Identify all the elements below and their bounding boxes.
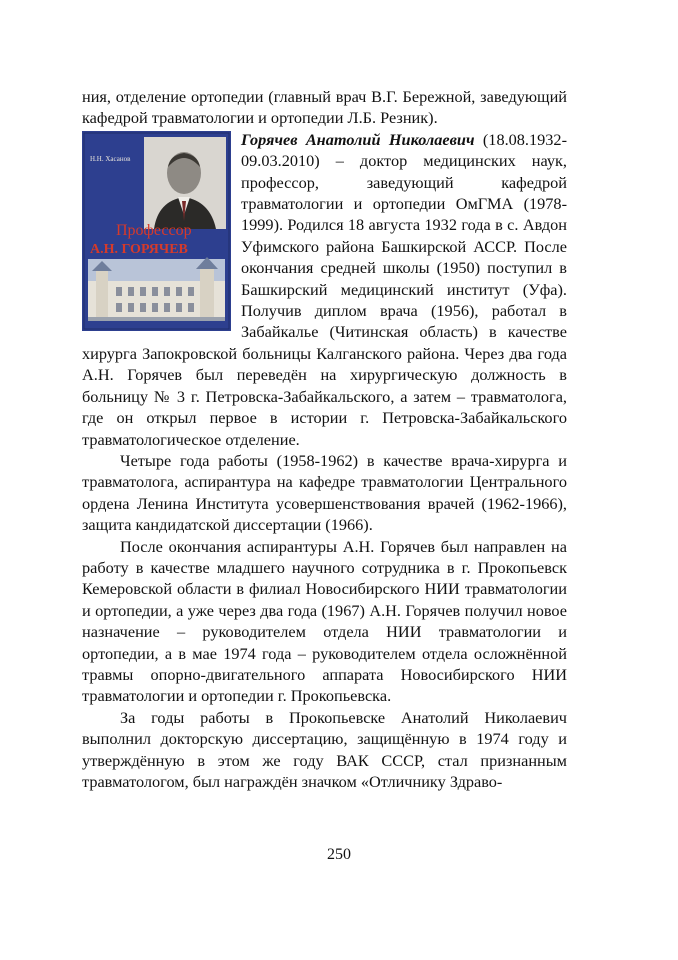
book-cover-graphic [82, 131, 231, 331]
paragraph-doctoral: За годы работы в Прокопьевске Анатолий Николаевич выполнил докторскую диссертацию, защищённую в 1974 году и утверждённую в этом же году ВАК СССР, стал признанным травматологом, был награждён значком «Отличнику Здраво- [82, 707, 567, 791]
biography-intro-text: (18.08.1932-09.03.2010) – доктор медицинских наук, профессор, заведующий кафедрой травматологии и ортопедии ОмГМА (1978-1999). Родился 18 августа 1932 года в с. Авдон Уфимского района Башкирской АССР. После окончания средней школы (1950) поступил в Башкирский медицинский институт (Уфа). Получив диплом врача (1956), работал в Забайкалье (Читинская область) в качестве хирурга Запокровской больницы Калганского района. Через два года А.Н. Горячев был переведён на хирургическую должность в больницу № 3 г. Петровска-Забайкальского, а затем – травматолога, где он открыл первое в истории г. Петровска-Забайкальского травматологическое отделение. [82, 129, 567, 449]
cover-title-line2: А.Н. ГОРЯЧЕВ [90, 241, 188, 257]
page-number: 250 [327, 846, 351, 863]
book-cover-image [82, 131, 231, 331]
cover-author: Н.Н. Хасанов [90, 154, 131, 163]
page-text-column [82, 86, 567, 792]
cover-title-line1: Профессор [116, 221, 192, 239]
paragraph-continuation: ния, отделение ортопедии (главный врач В.Г. Бережной, заведующий кафедрой травматологии и ортопедии Л.Б. Резник). [82, 87, 567, 128]
paragraph-prokopyevsk: После окончания аспирантуры А.Н. Горячев был направлен на работу в качестве младшего научного сотрудника в г. Прокопьевск Кемеровской области в филиал Новосибирского НИИ травматологии и ортопедии, а уже через два года (1967) А.Н. Горячев получил новое назначение – руководителем отдела НИИ травматологии и ортопедии, а в мае 1974 года – руководителем отдела осложнённой травмы опорно-двигательного аппарата Новосибирского НИИ травматологии и ортопедии г. Прокопьевска. [82, 536, 567, 706]
person-name: Горячев Анатолий Николаевич [241, 129, 475, 149]
paragraph-career-1958: Четыре года работы (1958-1962) в качестве врача-хирурга и травматолога, аспирантура на кафедре травматологии Центрального ордена Ленина Института усовершенствования врачей (1962-1966), защита кандидатской диссертации (1966). [82, 450, 567, 535]
